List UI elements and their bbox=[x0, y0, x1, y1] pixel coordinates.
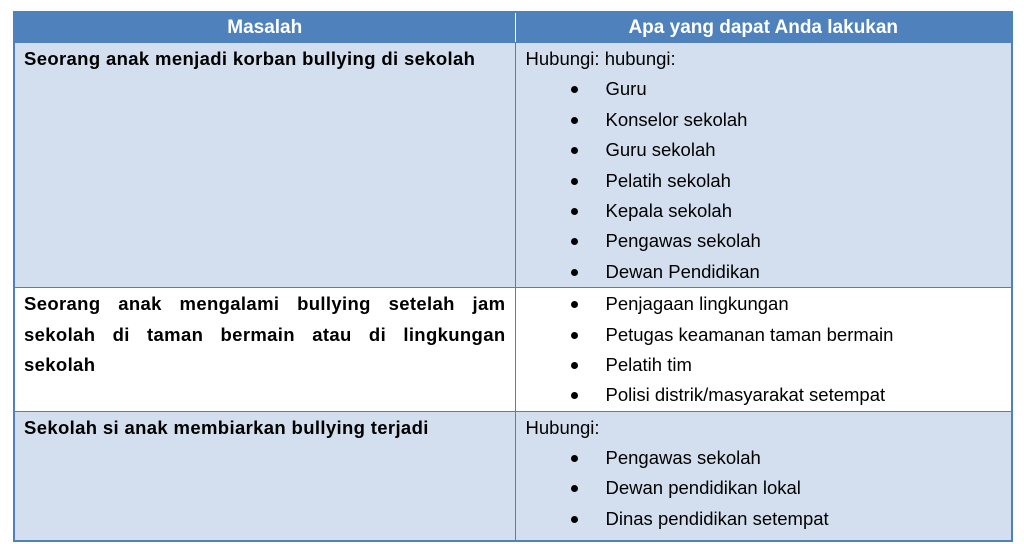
contact-list bbox=[526, 289, 1004, 411]
list-item bbox=[526, 226, 1004, 256]
table-row bbox=[14, 43, 1012, 288]
actions-cell bbox=[515, 43, 1012, 288]
list-item bbox=[526, 196, 1004, 226]
table-header-row bbox=[14, 12, 1012, 43]
list-item-label: Pengawas sekolah bbox=[605, 230, 761, 252]
problem-cell: Seorang anak mengalami bullying setelah jam sekolah di taman bermain atau di lingkungan sekolah bbox=[14, 288, 515, 412]
bullet-icon bbox=[571, 485, 578, 492]
bullet-icon bbox=[571, 117, 578, 124]
problem-cell: Sekolah si anak membiarkan bullying terjadi bbox=[14, 411, 515, 541]
list-item bbox=[526, 504, 1004, 534]
list-item-label: Pelatih sekolah bbox=[605, 169, 731, 191]
list-item bbox=[526, 320, 1004, 350]
list-item bbox=[526, 257, 1004, 287]
bullet-icon bbox=[571, 269, 578, 276]
actions-lead: Hubungi: hubungi: bbox=[525, 48, 676, 69]
bullet-icon bbox=[571, 178, 578, 185]
list-item-label: Guru sekolah bbox=[605, 139, 716, 161]
contact-list bbox=[526, 74, 1004, 287]
actions-lead: Hubungi: bbox=[525, 416, 600, 438]
bullet-icon bbox=[571, 362, 578, 369]
list-item bbox=[526, 289, 1004, 319]
list-item bbox=[526, 350, 1004, 380]
bullet-icon bbox=[571, 332, 578, 339]
list-item bbox=[526, 74, 1004, 104]
bullet-icon bbox=[571, 238, 578, 245]
list-item bbox=[526, 473, 1004, 503]
list-item-label: Dinas pendidikan setempat bbox=[605, 507, 829, 529]
list-item-label: Dewan Pendidikan bbox=[605, 260, 760, 282]
bullet-icon bbox=[571, 86, 578, 93]
list-item-label: Guru bbox=[605, 78, 647, 100]
header-problem: Masalah bbox=[14, 12, 515, 43]
header-actions: Apa yang dapat Anda lakukan bbox=[515, 12, 1012, 43]
bullet-icon bbox=[571, 301, 578, 308]
list-item-label: Dewan pendidikan lokal bbox=[605, 477, 801, 499]
list-item-label: Konselor sekolah bbox=[605, 108, 748, 130]
list-item bbox=[526, 166, 1004, 196]
list-item bbox=[526, 380, 1004, 410]
bullet-icon bbox=[571, 208, 578, 215]
list-item-label: Polisi distrik/masyarakat setempat bbox=[605, 384, 886, 406]
table-row bbox=[14, 411, 1012, 541]
bullet-icon bbox=[571, 392, 578, 399]
problem-cell: Seorang anak menjadi korban bullying di sekolah bbox=[14, 43, 515, 288]
list-item-label: Penjagaan lingkungan bbox=[605, 293, 789, 315]
list-item-label: Pengawas sekolah bbox=[605, 447, 761, 469]
list-item-label: Kepala sekolah bbox=[605, 199, 733, 221]
list-item bbox=[526, 105, 1004, 135]
bullet-icon bbox=[571, 147, 578, 154]
actions-cell bbox=[515, 411, 1012, 541]
table-row bbox=[14, 288, 1012, 412]
list-item bbox=[526, 443, 1004, 473]
bullet-icon bbox=[571, 516, 578, 523]
actions-cell bbox=[515, 288, 1012, 412]
list-item-label: Pelatih tim bbox=[605, 353, 692, 375]
list-item-label: Petugas keamanan taman bermain bbox=[605, 323, 894, 345]
problem-action-table bbox=[13, 11, 1013, 542]
contact-list bbox=[526, 443, 1004, 534]
bullet-icon bbox=[571, 455, 578, 462]
list-item bbox=[526, 135, 1004, 165]
